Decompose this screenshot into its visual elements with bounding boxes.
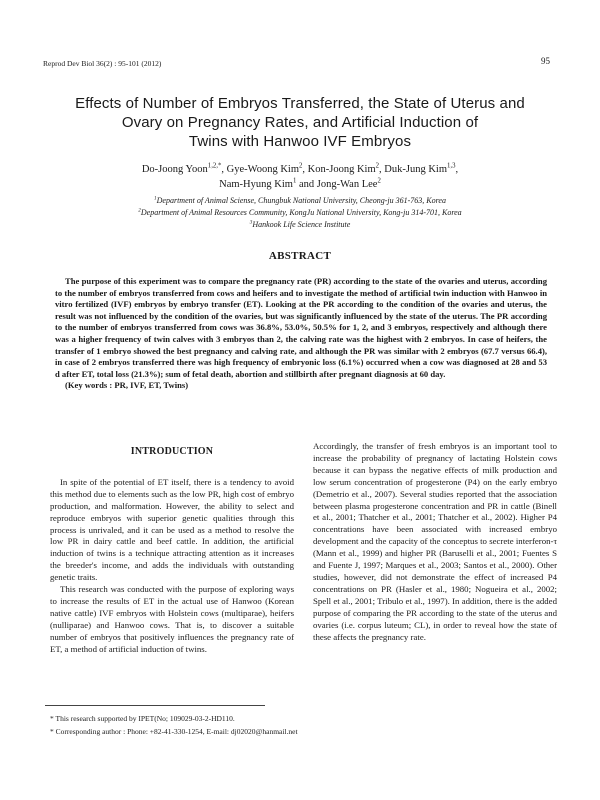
author-name: Kon-Joong Kim xyxy=(307,164,376,175)
keywords: (Key words : PR, IVF, ET, Twins) xyxy=(65,380,189,391)
author-name: Do-Joong Yoon xyxy=(141,164,208,175)
affiliation-list xyxy=(40,195,560,231)
author-separator: , xyxy=(302,164,308,175)
right-column xyxy=(313,441,557,643)
author-line xyxy=(40,162,560,177)
running-head: Reprod Dev Biol 36(2) : 95-101 (2012) xyxy=(43,59,162,68)
affiliation-text: Hankook Life Science Institute xyxy=(252,220,351,229)
affiliation xyxy=(40,207,560,219)
paragraph: Accordingly, the transfer of fresh embryos is an important tool to increase the probability of pregnancy of lactating Holstein cows because it can bypass the negative effects of milk production and low serum concentration of progesterone (P4) on the early embryo (Demetrio et al., 2007). Several studies reported that the association between plasma progesterone concentration and PR in cattle (Binell et al., 2001; Thatcher et al., 2001; Thatcher et al., 2002). Higher P4 concentrations have been associated with increased embryo development and the capacity of the conceptus to secrete interferon-τ (Mann et al., 1999) and higher PR (Baruselli et al., 2001; Fuentes S and Fuente J, 1997; Marques et al., 2003; Santos et al., 2000). Other studies, however, did not demonstrate the effect of increased P4 concentrations on PR (Hasler et al., 1980; Nogueira et al., 2002; Spell et al., 2001; Tribulo et al., 1997). In addition, there is the added purpose of comparing the PR according to the state of the uterus and ovaries (i.e. corpus luteum; CL), in order to reveal how the state of these affects the pregnancy rate. xyxy=(313,441,557,642)
affiliation xyxy=(40,219,560,231)
paper-title xyxy=(40,94,560,151)
affiliation-mark: 2 xyxy=(138,207,141,214)
affiliation-text: Department of Animal Resources Community, KongJu National University, Kong-ju 314-701, Korea xyxy=(140,208,462,217)
author-name: Duk-Jung Kim xyxy=(384,164,448,175)
left-column xyxy=(50,446,294,656)
author-name: Gye-Woong Kim xyxy=(226,164,300,175)
author-name: Jong-Wan Lee xyxy=(316,179,378,190)
author-affil-mark: 2 xyxy=(377,177,381,185)
corresponding-author-footnote: * Corresponding author : Phone: +82-41-330-1254, E-mail: dj02020@hanmail.net xyxy=(50,726,298,736)
page-number: 95 xyxy=(541,56,550,66)
title-line: Effects of Number of Embryos Transferred, the State of Uterus and xyxy=(75,95,525,112)
author-separator: , xyxy=(221,164,227,175)
title-line: Ovary on Pregnancy Rates, and Artificial Induction of xyxy=(121,114,479,131)
affiliation-text: Department of Animal Sciense, Chungbuk National University, Cheong-ju 361-763, Korea xyxy=(156,196,446,205)
author-line xyxy=(40,177,560,192)
title-line: Twins with Hanwoo IVF Embryos xyxy=(188,133,412,150)
funding-footnote: * This research supported by IPET(No; 109029-03-2-HD110. xyxy=(50,714,235,723)
affiliation-mark: 1 xyxy=(154,195,157,202)
footnotes xyxy=(50,713,298,738)
abstract-heading: ABSTRACT xyxy=(268,250,332,262)
introduction-heading: INTRODUCTION xyxy=(130,446,214,457)
author-separator: , xyxy=(379,164,385,175)
abstract-text: The purpose of this experiment was to compare the pregnancy rate (PR) according to the state of the ovaries and uterus, according to the number of embryos transferred from cows and heifers and to investigate the method of artificial twin induction with Hanwoo in vitro fertilized (IVF) embryos by embryo transfer (ET). Looking at the PR according to the condition of the ovaries and uterus, the result was not influenced by the condition of the ovaries, but was significantly influenced by the state of the uterus. The PR according to the number of embryos transferred from cows was 36.8%, 53.0%, 50.5% for 1, 2, and 3 embryos, respectively and although there was a higher frequency of twin calves with 3 embryos than 2, the calving rate was the highest with 2 embryos. In case of heifers, the transfer of 1 embryo showed the best pregnancy and calving rate, and although the PR was similar with 2 embryos (67.7 versus 66.4), in case of 2 embryos transferred there was high frequency of embryonic loss (6.1%) occurred when a cow was diagnosed at 28 and 53 d after ET, total loss (21.3%); sum of fetal death, abortion and stillbirth after pregnant diagnosis at 60 day. xyxy=(55,276,547,379)
affiliation xyxy=(40,195,560,207)
author-affil-mark: 2 xyxy=(299,162,303,170)
footnote-divider xyxy=(45,705,265,706)
paragraph: This research was conducted with the purpose of exploring ways to increase the results of ET in the actual use of Hanwoo (Korean native cattle) IVF embryos with Holstein cows (multiparae), heifers (nulliparae) and Hanwoo cows. That is, to discover a suitable number of embryos that positively influences the pregnancy rate of ET, a method of artificial induction of twins. xyxy=(50,584,294,654)
author-separator: , xyxy=(455,164,459,175)
author-separator: and xyxy=(296,179,317,190)
author-list xyxy=(40,162,560,192)
author-affil-mark: 1 xyxy=(292,177,297,185)
author-affil-mark: 2 xyxy=(375,162,380,170)
abstract-body xyxy=(55,276,547,392)
author-affil-mark: 1,3 xyxy=(447,162,456,170)
paragraph: In spite of the potential of ET itself, there is a tendency to avoid this method due to elements such as the low PR, high cost of embryo production, and malformation. However, the ability to select and reproduce embryos with superior genetic qualities through this process is unrivaled, and it can be used as a method to resolve the low PR in dairy cattle and beef cattle. In addition, the artificial induction of twins is a technique attracting attention as it increases the breeder's income, and adds the individuals with outstanding genetic traits. xyxy=(50,476,294,583)
affiliation-mark: 3 xyxy=(249,219,253,226)
author-name: Nam-Hyung Kim xyxy=(219,179,293,190)
author-affil-mark: 1,2,* xyxy=(207,162,222,170)
